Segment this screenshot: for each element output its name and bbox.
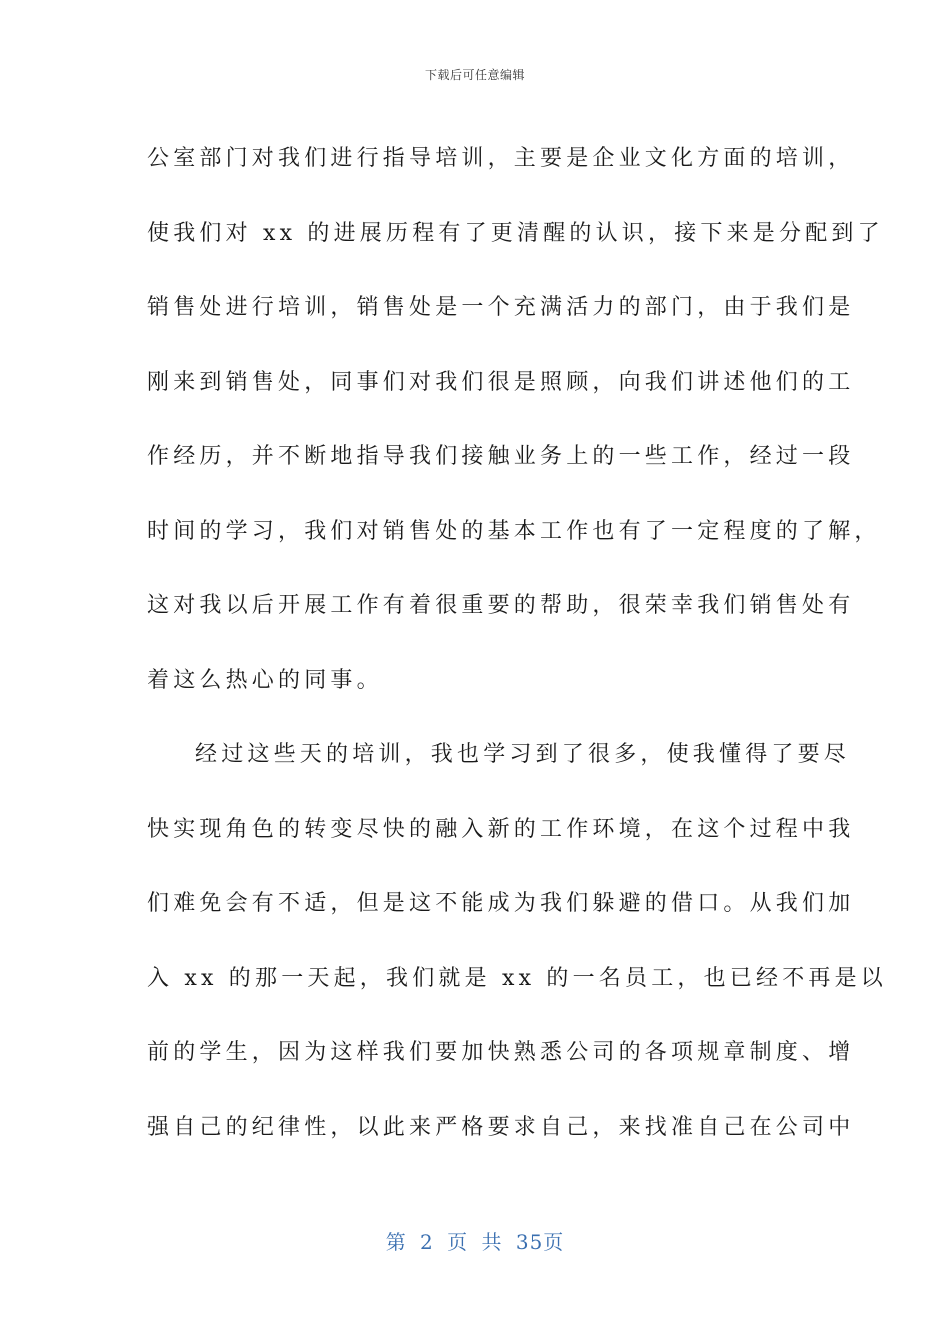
text-line: 快实现角色的转变尽快的融入新的工作环境，在这个过程中我 xyxy=(147,816,855,842)
text-line: 公室部门对我们进行指导培训，主要是企业文化方面的培训， xyxy=(147,146,855,171)
header-note: 下载后可任意编辑 xyxy=(424,68,525,82)
text-line: 着这么热心的同事。 xyxy=(147,667,383,693)
text-line: 使我们对 xx 的进展历程有了更清醒的认识，接下来是分配到了 xyxy=(147,220,884,246)
page-number-footer: 第 2 页 共 35页 xyxy=(385,1230,565,1254)
text-line: 前的学生，因为这样我们要加快熟悉公司的各项规章制度、增 xyxy=(147,1040,855,1065)
text-line: 这对我以后开展工作有着很重要的帮助，很荣幸我们销售处有 xyxy=(147,593,855,618)
text-line: 作经历，并不断地指导我们接触业务上的一些工作，经过一段 xyxy=(147,444,855,469)
text-line: 时间的学习，我们对销售处的基本工作也有了一定程度的了解， xyxy=(147,518,881,544)
text-line: 刚来到销售处，同事们对我们很是照顾，向我们讲述他们的工 xyxy=(147,369,855,395)
text-line: 强自己的纪律性，以此来严格要求自己，来找准自己在公司中 xyxy=(147,1114,855,1140)
document-body xyxy=(147,122,888,1165)
paragraph-start-line: 经过这些天的培训，我也学习到了很多，使我懂得了要尽 xyxy=(195,742,851,767)
text-line: 们难免会有不适，但是这不能成为我们躲避的借口。从我们加 xyxy=(147,891,855,916)
text-line: 入 xx 的那一天起，我们就是 xx 的一名员工，也已经不再是以 xyxy=(147,965,888,991)
text-line: 销售处进行培训，销售处是一个充满活力的部门，由于我们是 xyxy=(147,295,855,320)
